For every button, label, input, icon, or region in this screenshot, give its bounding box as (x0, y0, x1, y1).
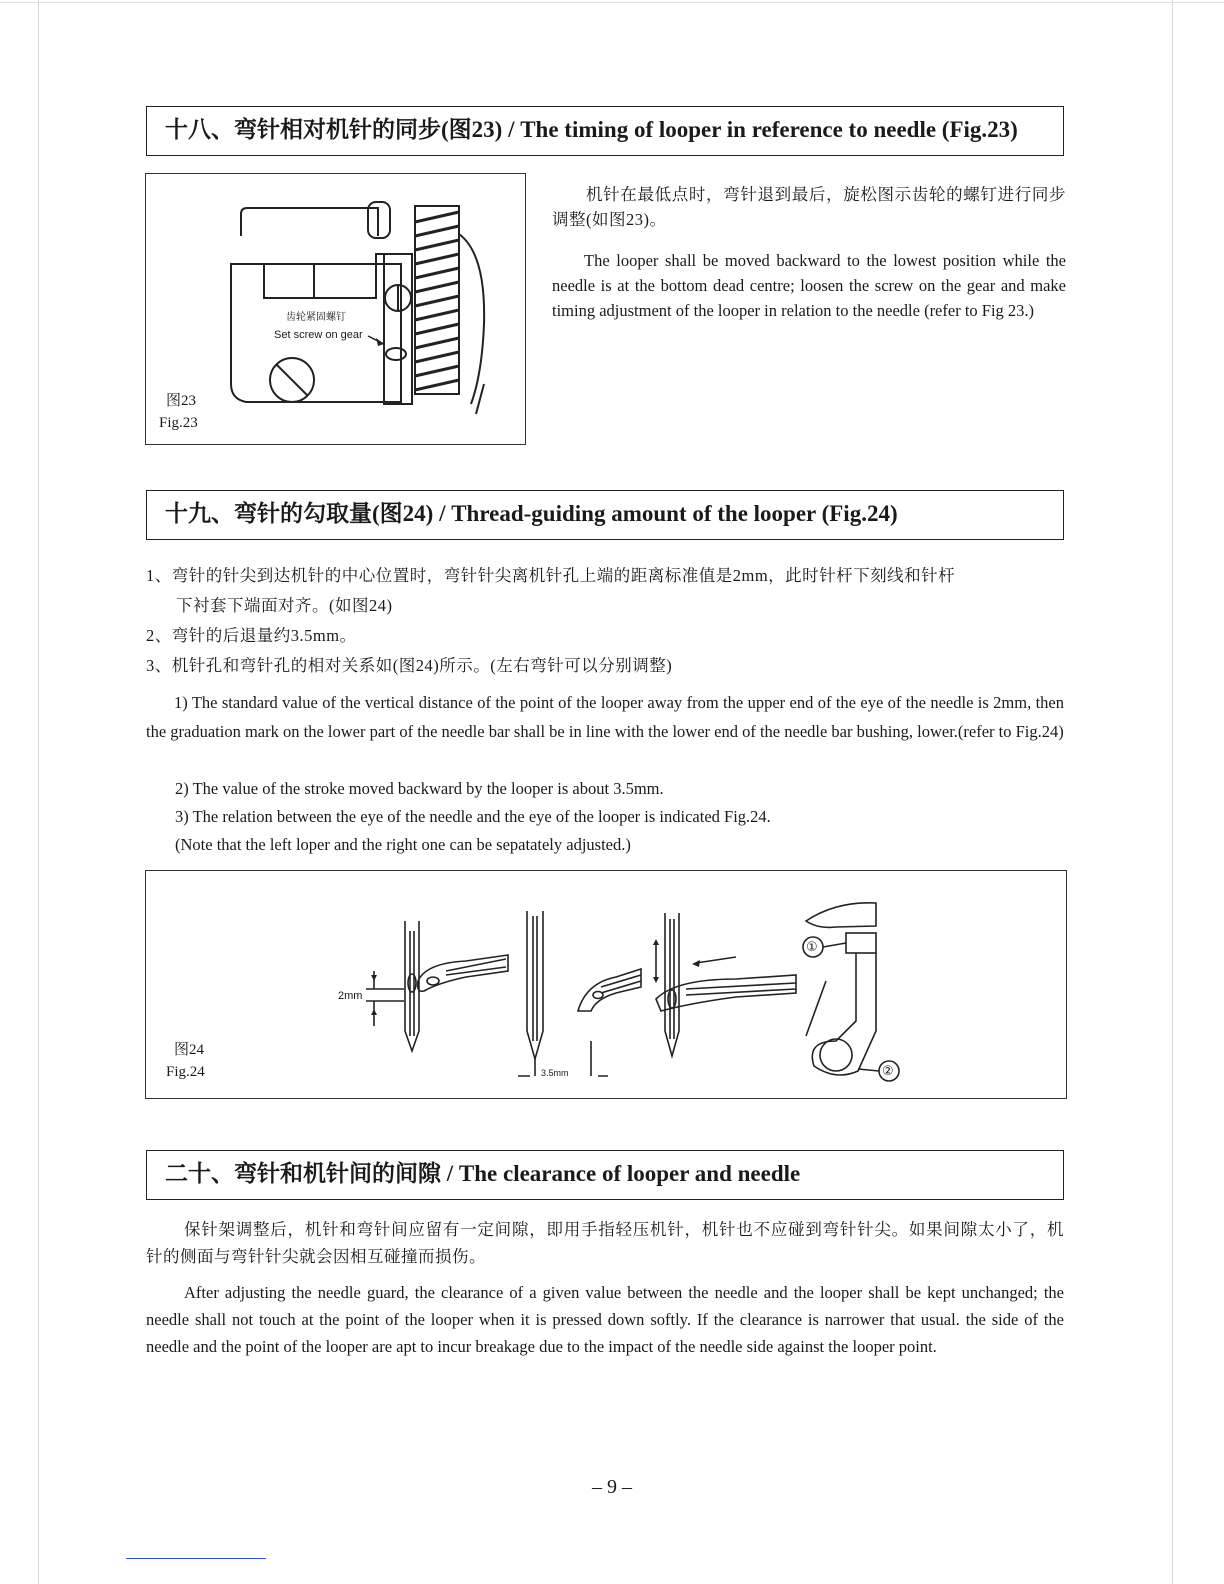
section-19-cn-item-1-line-1: 1、弯针的针尖到达机针的中心位置时，弯针针尖离机针孔上端的距离标准值是2mm，此时针杆下刻线和针杆 (146, 566, 956, 585)
fig23-shaft (459, 234, 484, 404)
fig23-callout-arrowhead (376, 338, 384, 346)
fig24-looper-arm (812, 953, 876, 1075)
fig24-dim-3-5mm: 3.5mm (541, 1068, 569, 1078)
figure-24-drawing (146, 871, 1068, 1100)
fig24-marker-2: ② (882, 1063, 894, 1078)
section-19-heading: 十九、弯针的勾取量(图24) / Thread-guiding amount of the looper (Fig.24) (146, 490, 1064, 540)
section-19-cn-item-1-line-2: 下衬套下端面对齐。(如图24) (176, 596, 393, 615)
fig23-label-cn: 图23 (166, 393, 197, 409)
fig24-needle-2 (527, 911, 543, 1059)
fig24-looper-lever (806, 981, 826, 1036)
fig24-looper-shaft-ring (820, 1039, 852, 1071)
page-number: – 9 – (592, 1476, 632, 1498)
section-19-cn-item-2: 2、弯针的后退量约3.5mm。 (146, 626, 357, 645)
fig24-label-cn: 图24 (174, 1042, 205, 1058)
section-20-heading: 二十、弯针和机针间的间隙 / The clearance of looper and needle (146, 1150, 1064, 1200)
fig24-label-en: Fig.24 (166, 1064, 205, 1080)
page-edge-top (0, 2, 1224, 3)
fig23-label-en: Fig.23 (159, 415, 198, 431)
fig24-marker-1: ① (806, 939, 818, 954)
section-19-en-item-1: 1) The standard value of the vertical distance of the point of the looper away from the upper end of the eye of the needle is 2mm, then the graduation mark on the lower part of the needle bar shall be in line with the lower end of the needle bar bushing, lower.(refer to Fig.24) (146, 693, 1064, 741)
fig24-dim-2mm: 2mm (338, 990, 363, 1002)
section-19-en-note: (Note that the left loper and the right one can be sepatately adjusted.) (175, 835, 631, 854)
page-edge-right (1172, 0, 1173, 1584)
section-20-text-cn: 保针架调整后，机针和弯针间应留有一定间隙，即用手指轻压机针，机针也不应碰到弯针针尖。如果间隙太小了，机针的侧面与弯针针尖就会因相互碰撞而损伤。 (146, 1220, 1064, 1266)
fig24-looper-1-eye (427, 977, 439, 985)
fig23-set-screw (386, 348, 406, 360)
fig23-callout-en: Set screw on gear (274, 329, 363, 341)
fig23-top-bar (241, 208, 378, 236)
fig23-screw-large-slot (276, 364, 308, 396)
fig24-looper-clamp (846, 933, 876, 953)
page-edge-left (38, 0, 39, 1584)
fig24-looper-holder (806, 903, 876, 928)
figure-24 (145, 870, 1067, 1099)
footer-link-underline (126, 1558, 266, 1559)
section-18-text-cn: 机针在最低点时，弯针退到最后，旋松图示齿轮的螺钉进行同步调整(如图23)。 (552, 185, 1066, 229)
fig24-looper-2-eye (593, 992, 603, 999)
section-18-text-en: The looper shall be moved backward to the lowest position while the needle is at the bottom dead centre; loosen the screw on the gear and make timing adjustment of the looper in relation to the needle (refer to Fig 23.) (552, 251, 1066, 320)
fig24-needle-3 (665, 913, 679, 1056)
section-19-en-item-2: 2) The value of the stroke moved backward by the looper is about 3.5mm. (175, 779, 664, 798)
fig23-collar (384, 254, 412, 404)
fig23-callout-cn: 齿轮紧固螺钉 (286, 312, 346, 323)
figure-23-drawing (146, 174, 527, 446)
section-20-text-en: After adjusting the needle guard, the clearance of a given value between the needle and the looper shall be kept unchanged; the needle shall not touch at the point of the looper when it is pressed down softly. If the clearance is narrower that usual. the side of the needle and the point of the looper are apt to incur breakage due to the impact of the needle side against the looper point. (146, 1283, 1064, 1356)
figure-23 (145, 173, 526, 445)
section-18-heading: 十八、弯针相对机针的同步(图23) / The timing of looper in reference to needle (Fig.23) (146, 106, 1064, 156)
section-19-cn-item-3: 3、机针孔和弯针孔的相对关系如(图24)所示。(左右弯针可以分别调整) (146, 656, 673, 675)
fig23-block (264, 264, 314, 298)
fig23-gear-teeth (415, 212, 459, 390)
fig23-shaft-end (476, 384, 484, 414)
section-19-en-item-3: 3) The relation between the eye of the needle and the eye of the looper is indicated Fig.24. (175, 807, 771, 826)
